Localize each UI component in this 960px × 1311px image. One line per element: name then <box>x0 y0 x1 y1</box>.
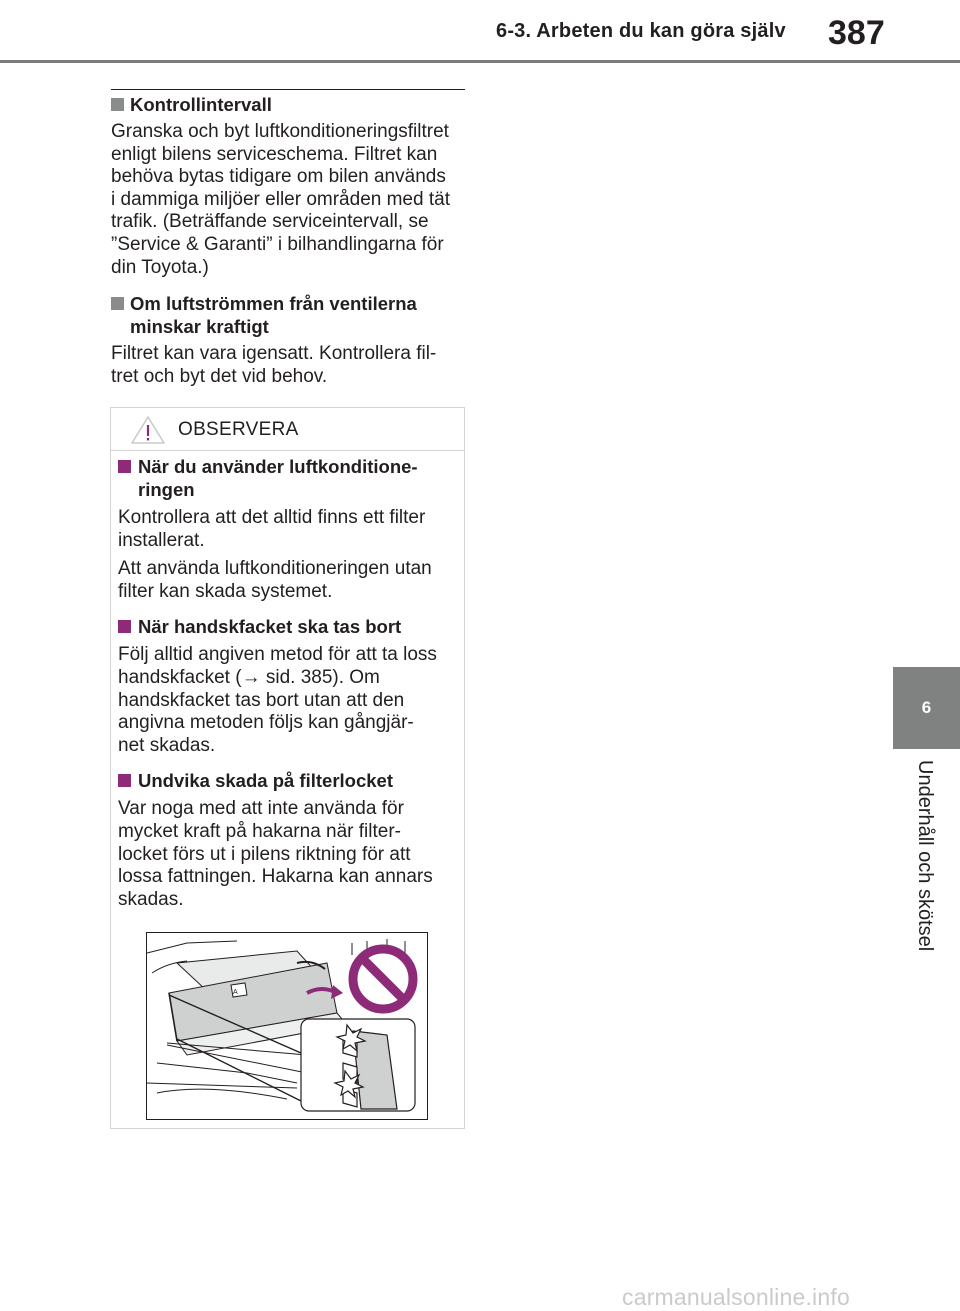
grey-square-bullet-icon <box>111 297 124 310</box>
notice-paragraph <box>118 507 454 552</box>
heading-line: Om luftströmmen från ventilerna <box>130 293 417 315</box>
body-line: angivna metoden följs kan gångjär- <box>118 712 414 734</box>
notice-item-heading <box>118 455 454 501</box>
body-line: ”Service & Garanti” i bilhandlingarna för <box>111 233 444 255</box>
body-line: behöva bytas tidigare om bilen används <box>111 166 446 188</box>
svg-text:A: A <box>233 989 238 996</box>
body-line: tret och byt det vid behov. <box>111 365 328 387</box>
notice-paragraph <box>118 558 454 603</box>
main-content <box>111 93 467 388</box>
warning-triangle-icon <box>130 415 166 445</box>
body-line: mycket kraft på hakarna när filter- <box>118 820 401 842</box>
heading-line: När handskfacket ska tas bort <box>138 616 402 638</box>
purple-square-bullet-icon <box>118 460 131 473</box>
filter-cover-drawing <box>147 933 427 1119</box>
notice-header <box>111 408 464 451</box>
body-line: net skadas. <box>118 734 216 756</box>
body-line: Att använda luftkonditioneringen utan <box>118 558 432 580</box>
heading-line: När du använder luftkonditione- <box>138 456 418 477</box>
body-line: Följ alltid angiven metod för att ta loss <box>118 644 437 666</box>
body-line: installerat. <box>118 529 205 551</box>
notice-item-heading <box>118 615 454 638</box>
section-body <box>111 343 467 388</box>
heading-text: Kontrollintervall <box>130 94 272 115</box>
notice-title: OBSERVERA <box>178 419 299 440</box>
body-line: Granska och byt luftkonditioneringsfiltret <box>111 121 449 142</box>
filter-cover-illustration <box>146 932 428 1120</box>
body-line: lossa fattningen. Hakarna kan annars <box>118 866 433 888</box>
notice-item-heading <box>118 769 454 792</box>
notice-body <box>118 455 454 911</box>
purple-square-bullet-icon <box>118 774 131 787</box>
chapter-number: 6 <box>921 698 932 717</box>
heading-line: minskar kraftigt <box>130 316 269 338</box>
heading-line: Undvika skada på filterlocket <box>138 770 393 792</box>
body-line: Kontrollera att det alltid finns ett filter <box>118 507 426 528</box>
notice-paragraph <box>118 798 454 911</box>
section-heading <box>111 93 467 116</box>
body-line: handskfacket (→ sid. 385). Om <box>118 666 380 688</box>
body-line: Filtret kan vara igensatt. Kontrollera fil- <box>111 343 437 365</box>
body-line: din Toyota.) <box>111 256 209 278</box>
body-line: trafik. (Beträffande serviceintervall, se <box>111 211 429 233</box>
heading-line: ringen <box>138 479 195 500</box>
chapter-title: Underhåll och skötsel <box>914 760 936 952</box>
body-line: locket förs ut i pilens riktning för att <box>118 843 411 865</box>
chapter-tab <box>893 667 960 749</box>
section-divider <box>111 89 465 90</box>
notice-paragraph <box>118 644 454 757</box>
body-line: i dammiga miljöer eller områden med tät <box>111 188 450 210</box>
grey-square-bullet-icon <box>111 98 124 111</box>
page-number: 387 <box>828 14 885 52</box>
section-body <box>111 121 467 279</box>
body-line: skadas. <box>118 888 184 910</box>
section-heading <box>111 292 467 338</box>
purple-square-bullet-icon <box>118 620 131 633</box>
watermark: carmanualsonline.info <box>622 1284 850 1310</box>
body-line: handskfacket tas bort utan att den <box>118 689 405 711</box>
body-line: Var noga med att inte använda för <box>118 798 404 820</box>
body-line: filter kan skada systemet. <box>118 580 333 602</box>
body-line: enligt bilens serviceschema. Filtret kan <box>111 143 438 165</box>
section-title: 6-3. Arbeten du kan göra själv <box>496 20 786 42</box>
header-rule <box>0 60 960 63</box>
